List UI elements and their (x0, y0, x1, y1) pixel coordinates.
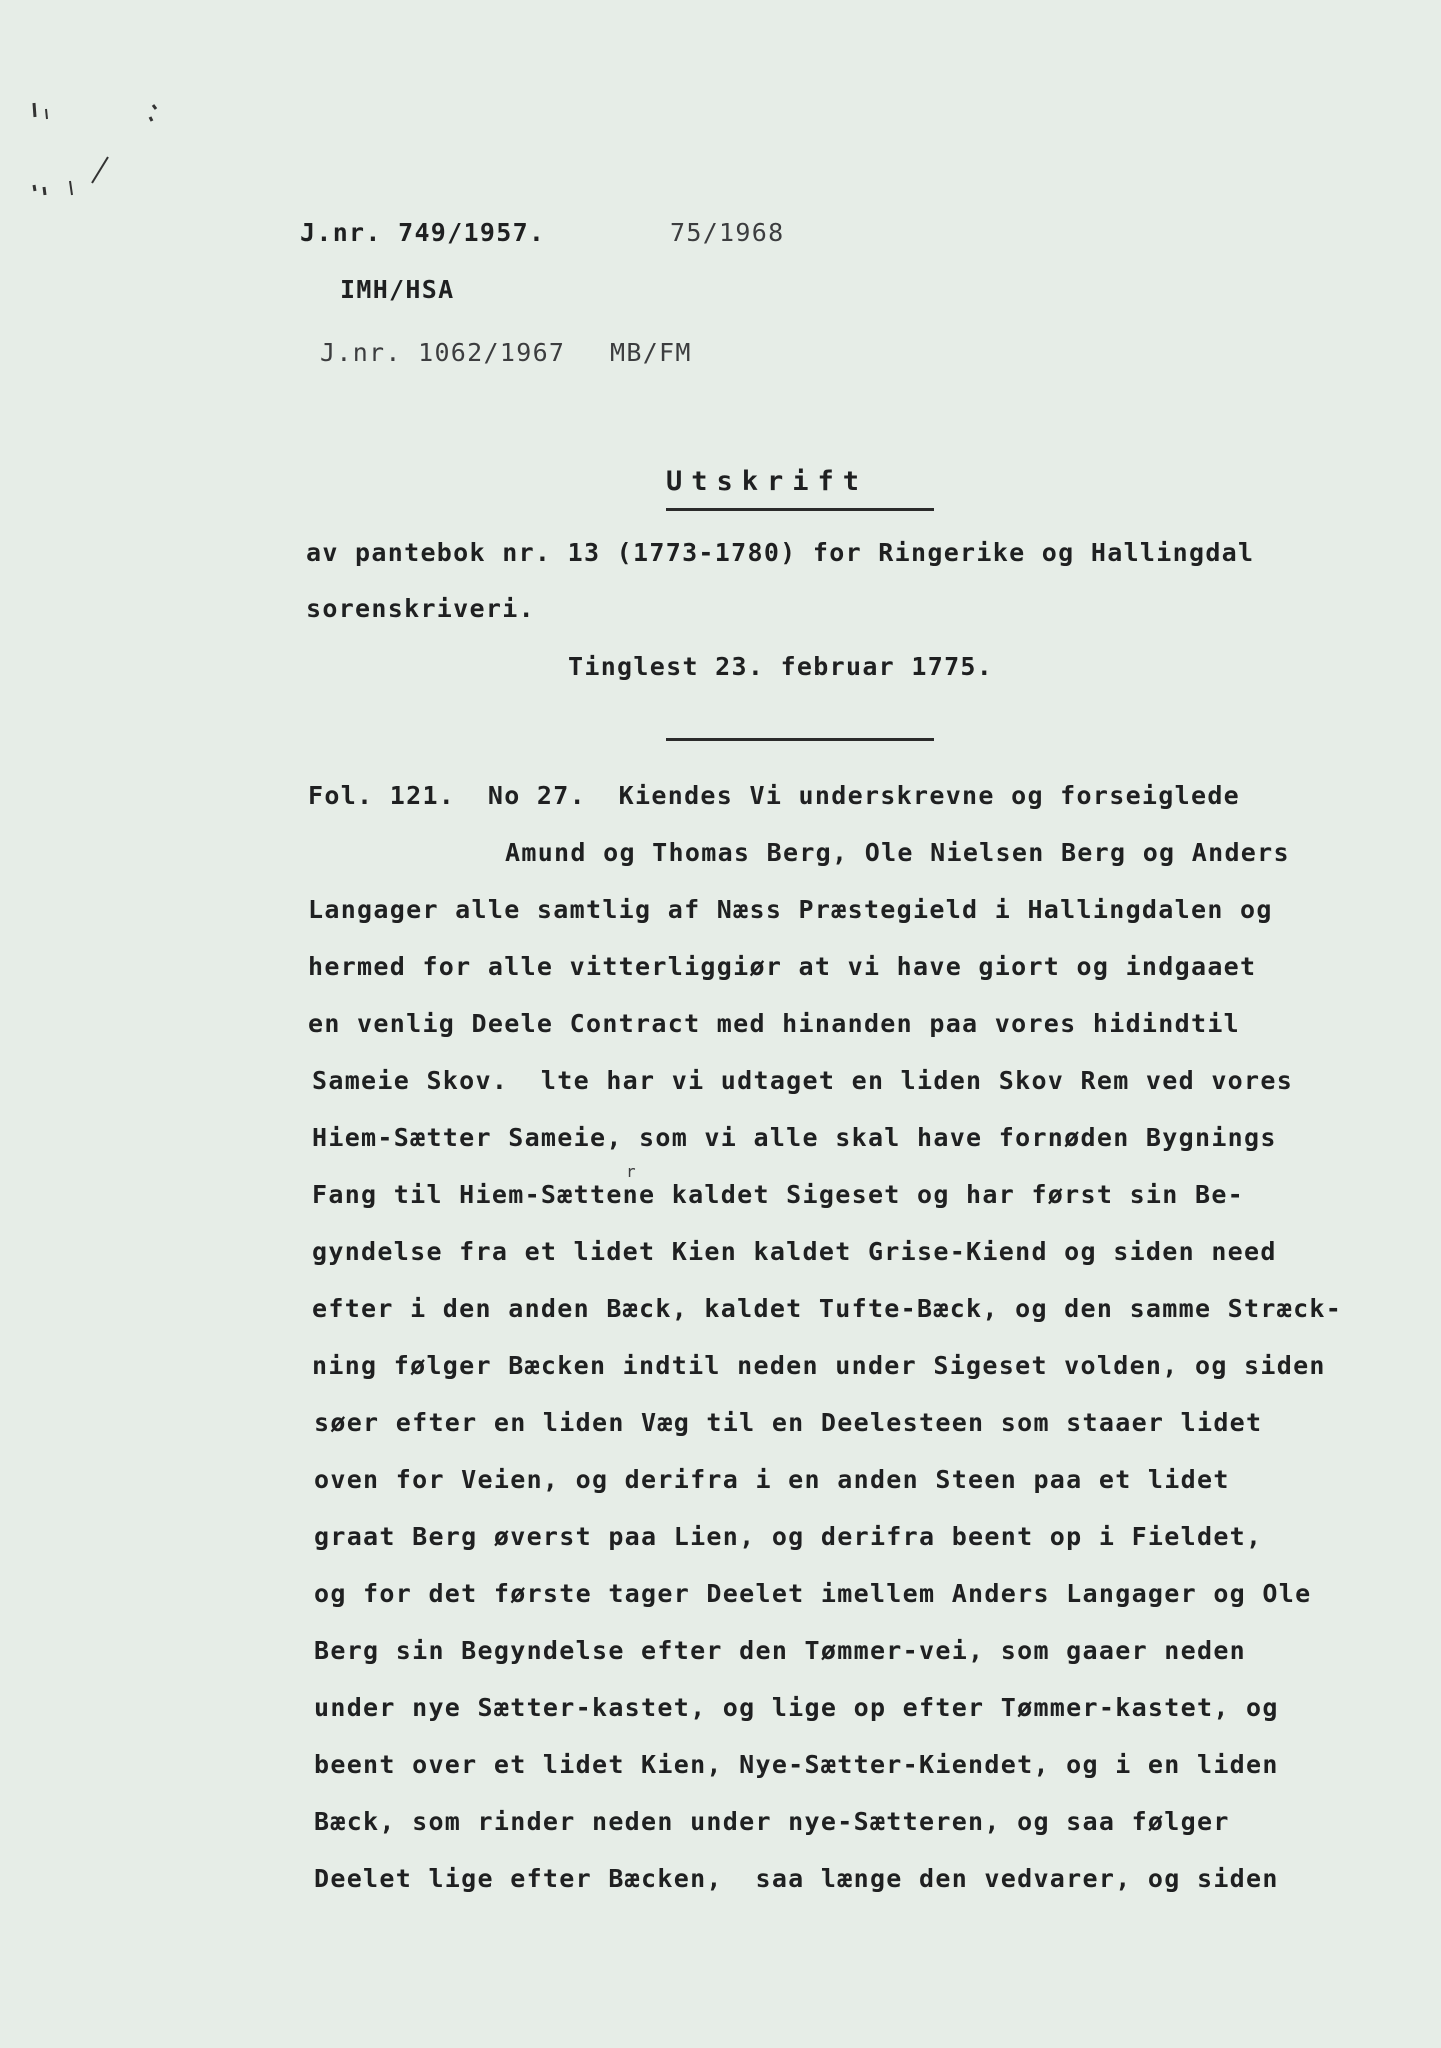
initials-1: IMH/HSA (340, 275, 455, 304)
body-line-14: graat Berg øverst paa Lien, og derifra beent op i Fieldet, (314, 1522, 1263, 1551)
body-line-3: Langager alle samtlig af Næss Præstegield i Hallingdalen og (308, 895, 1273, 924)
body-line-9: gyndelse fra et lidet Kien kaldet Grise-Kiend og siden need (312, 1237, 1277, 1266)
body-line-4: hermed for alle vitterliggiør at vi have giort og indgaaet (308, 952, 1257, 981)
body-line-20: Deelet lige efter Bæcken, saa længe den vedvarer, og siden (314, 1864, 1279, 1893)
intro-line-2: sorenskriveri. (306, 594, 535, 623)
body-line-13: oven for Veien, og derifra i en anden Steen paa et lidet (314, 1465, 1230, 1494)
body-line-10: efter i den anden Bæck, kaldet Tufte-Bæck, og den samme Stræck- (312, 1294, 1343, 1323)
margin-marks (30, 95, 170, 215)
interline-mark: r (626, 1162, 637, 1181)
intro-line-1: av pantebok nr. 13 (1773-1780) for Ringerike og Hallingdal (306, 538, 1255, 567)
section-divider (666, 738, 934, 741)
body-line-2: Amund og Thomas Berg, Ole Nielsen Berg og Anders (505, 838, 1290, 867)
title-underline (666, 508, 934, 511)
journal-number-3: J.nr. 1062/1967 (320, 338, 566, 367)
registration-date: Tinglest 23. februar 1775. (568, 652, 994, 681)
body-line-7: Hiem-Sætter Sameie, som vi alle skal have fornøden Bygnings (312, 1123, 1277, 1152)
body-line-8: Fang til Hiem-Sættene kaldet Sigeset og har først sin Be- (312, 1180, 1245, 1209)
body-line-19: Bæck, som rinder neden under nye-Sætteren, og saa følger (314, 1807, 1230, 1836)
body-line-18: beent over et lidet Kien, Nye-Sætter-Kiendet, og i en liden (314, 1750, 1279, 1779)
body-line-11: ning følger Bæcken indtil neden under Sigeset volden, og siden (312, 1351, 1326, 1380)
body-line-5: en venlig Deele Contract med hinanden paa vores hidindtil (308, 1009, 1241, 1038)
body-line-16: Berg sin Begyndelse efter den Tømmer-vei, som gaaer neden (314, 1636, 1247, 1665)
journal-number-1: J.nr. 749/1957. (300, 218, 546, 247)
document-title: Utskrift (666, 466, 869, 497)
body-line-12: søer efter en liden Væg til en Deelesteen som staaer lidet (314, 1408, 1263, 1437)
body-line-15: og for det første tager Deelet imellem Anders Langager og Ole (314, 1579, 1312, 1608)
body-line-17: under nye Sætter-kastet, og lige op efter Tømmer-kastet, og (314, 1693, 1279, 1722)
body-line-1: Fol. 121. No 27. Kiendes Vi underskrevne og forseiglede (308, 781, 1241, 810)
body-line-6: Sameie Skov. lte har vi udtaget en liden Skov Rem ved vores (312, 1066, 1294, 1095)
initials-2: MB/FM (610, 338, 692, 367)
journal-number-2: 75/1968 (670, 218, 785, 247)
